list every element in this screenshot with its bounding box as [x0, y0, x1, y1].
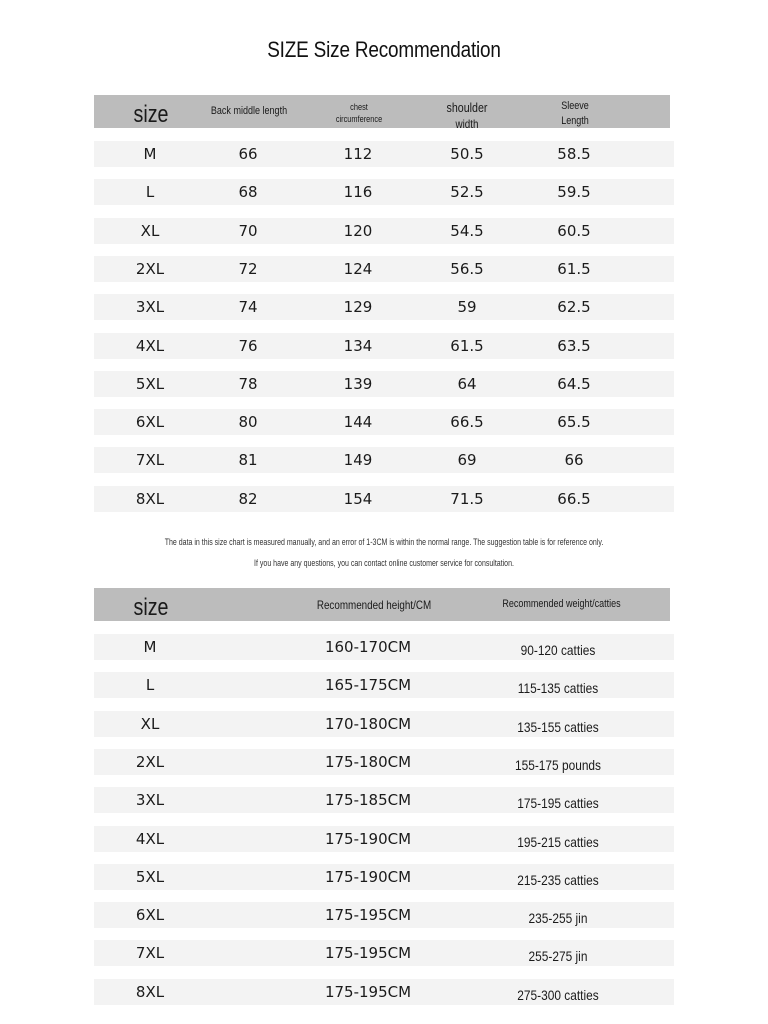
chest-cell: 124: [343, 259, 373, 278]
size-cell: 6XL: [135, 906, 165, 925]
table-row: [94, 294, 674, 320]
height-cell: 175-190CM: [324, 867, 412, 886]
table-row: [94, 940, 674, 966]
height-column-header: Recommended height/CM: [316, 598, 432, 612]
size-cell: 2XL: [135, 259, 165, 278]
sleeve-cell: 64.5: [557, 374, 591, 393]
sleeve-cell: 59.5: [557, 183, 591, 202]
chest-cell: 120: [343, 221, 373, 240]
chest-cell: 112: [343, 145, 373, 163]
height-cell: 165-175CM: [324, 676, 412, 695]
shoulder-cell: 61.5: [450, 336, 484, 355]
size-cell: L: [145, 183, 155, 202]
sleeve-column-header-line1: Sleeve: [561, 100, 589, 112]
back-length-column-header: Back middle length: [210, 105, 288, 117]
chest-cell: 154: [343, 489, 373, 508]
size-cell: M: [143, 638, 157, 656]
weight-cell: 90-120 catties: [520, 642, 596, 658]
table-row: [94, 826, 674, 852]
height-cell: 175-195CM: [324, 982, 412, 1001]
sleeve-cell: 63.5: [557, 336, 591, 355]
sleeve-cell: 61.5: [557, 259, 591, 278]
size-cell: 8XL: [135, 982, 165, 1001]
back-length-cell: 82: [238, 489, 258, 508]
height-cell: 175-185CM: [324, 791, 412, 810]
table-row: [94, 409, 674, 435]
size-cell: XL: [140, 221, 160, 240]
weight-cell: 135-155 catties: [517, 718, 599, 735]
contact-note: If you have any questions, you can contact online customer service for consultation.: [254, 558, 514, 568]
table-row: [94, 333, 674, 359]
table-row: [94, 749, 674, 775]
size-cell: 7XL: [135, 944, 165, 963]
back-length-cell: 78: [238, 374, 258, 393]
shoulder-column-header-line1: shoulder: [446, 100, 488, 115]
weight-cell: 215-235 catties: [517, 871, 599, 888]
size-cell: M: [143, 145, 157, 163]
shoulder-cell: 54.5: [450, 221, 484, 240]
chest-column-header-line2: circumference: [335, 114, 383, 124]
sleeve-cell: 66: [564, 451, 584, 470]
table-row: [94, 902, 674, 928]
back-length-cell: 72: [238, 259, 258, 278]
size-cell: 7XL: [135, 451, 165, 470]
size-cell: XL: [140, 714, 160, 733]
shoulder-cell: 50.5: [450, 145, 484, 163]
chest-cell: 144: [343, 413, 373, 432]
size-chart-header: [94, 95, 670, 131]
weight-column-header: Recommended weight/catties: [502, 598, 621, 610]
size-cell: 4XL: [135, 336, 165, 355]
back-length-cell: 80: [238, 413, 258, 432]
back-length-cell: 66: [238, 145, 258, 163]
size-cell: 3XL: [135, 791, 165, 810]
back-length-cell: 68: [238, 183, 258, 202]
sleeve-cell: 62.5: [557, 298, 591, 317]
size-cell: 4XL: [135, 829, 165, 848]
table-row: [94, 447, 674, 473]
back-length-cell: 81: [238, 451, 258, 470]
height-cell: 170-180CM: [324, 714, 412, 733]
weight-cell: 175-195 catties: [517, 795, 599, 812]
shoulder-cell: 59: [457, 298, 477, 317]
weight-cell: 115-135 catties: [517, 680, 599, 697]
chest-cell: 116: [343, 183, 373, 202]
chest-cell: 149: [343, 451, 373, 470]
back-length-cell: 76: [238, 336, 258, 355]
size-cell: 2XL: [135, 752, 165, 771]
table-row: [94, 141, 674, 167]
sleeve-cell: 65.5: [557, 413, 591, 432]
chest-cell: 139: [343, 374, 373, 393]
size-column-header: size: [133, 594, 169, 621]
weight-cell: 195-215 catties: [517, 833, 599, 850]
shoulder-cell: 66.5: [450, 413, 484, 432]
table-row: [94, 218, 674, 244]
back-length-cell: 70: [238, 221, 258, 240]
table-row: [94, 979, 674, 1005]
table-row: [94, 256, 674, 282]
shoulder-column-header-line2: width: [455, 117, 479, 131]
sleeve-cell: 58.5: [557, 145, 591, 163]
size-cell: 3XL: [135, 298, 165, 317]
height-cell: 175-190CM: [324, 829, 412, 848]
shoulder-cell: 56.5: [450, 259, 484, 278]
height-cell: 175-195CM: [324, 944, 412, 963]
weight-cell: 255-275 jin: [528, 948, 588, 965]
shoulder-cell: 71.5: [450, 489, 484, 508]
table-row: [94, 634, 674, 660]
table-row: [94, 787, 674, 813]
chest-column-header-line1: chest: [350, 102, 368, 112]
shoulder-cell: 52.5: [450, 183, 484, 202]
table-row: [94, 486, 674, 512]
size-cell: 6XL: [135, 413, 165, 432]
size-cell: 5XL: [135, 867, 165, 886]
recommendation-header: [94, 588, 670, 621]
table-row: [94, 371, 674, 397]
size-column-header: size: [133, 101, 169, 128]
shoulder-cell: 64: [457, 374, 477, 393]
table-row: [94, 711, 674, 737]
height-cell: 175-180CM: [324, 752, 412, 771]
size-cell: 5XL: [135, 374, 165, 393]
weight-cell: 155-175 pounds: [514, 756, 602, 773]
size-cell: L: [145, 676, 155, 695]
table-row: [94, 864, 674, 890]
size-cell: 8XL: [135, 489, 165, 508]
weight-cell: 275-300 catties: [517, 986, 599, 1003]
sleeve-cell: 60.5: [557, 221, 591, 240]
shoulder-cell: 69: [457, 451, 477, 470]
chest-cell: 129: [343, 298, 373, 317]
measurement-note: The data in this size chart is measured manually, and an error of 1-3CM is within the normal range. The suggestion table is for reference only.: [164, 537, 604, 547]
height-cell: 160-170CM: [324, 638, 412, 656]
sleeve-cell: 66.5: [557, 489, 591, 508]
sleeve-column-header-line2: Length: [561, 115, 589, 127]
back-length-cell: 74: [238, 298, 258, 317]
table-row: [94, 179, 674, 205]
chest-cell: 134: [343, 336, 373, 355]
table-row: [94, 672, 674, 698]
height-cell: 175-195CM: [324, 906, 412, 925]
page-title: SIZE Size Recommendation: [267, 37, 501, 62]
weight-cell: 235-255 jin: [528, 910, 588, 927]
